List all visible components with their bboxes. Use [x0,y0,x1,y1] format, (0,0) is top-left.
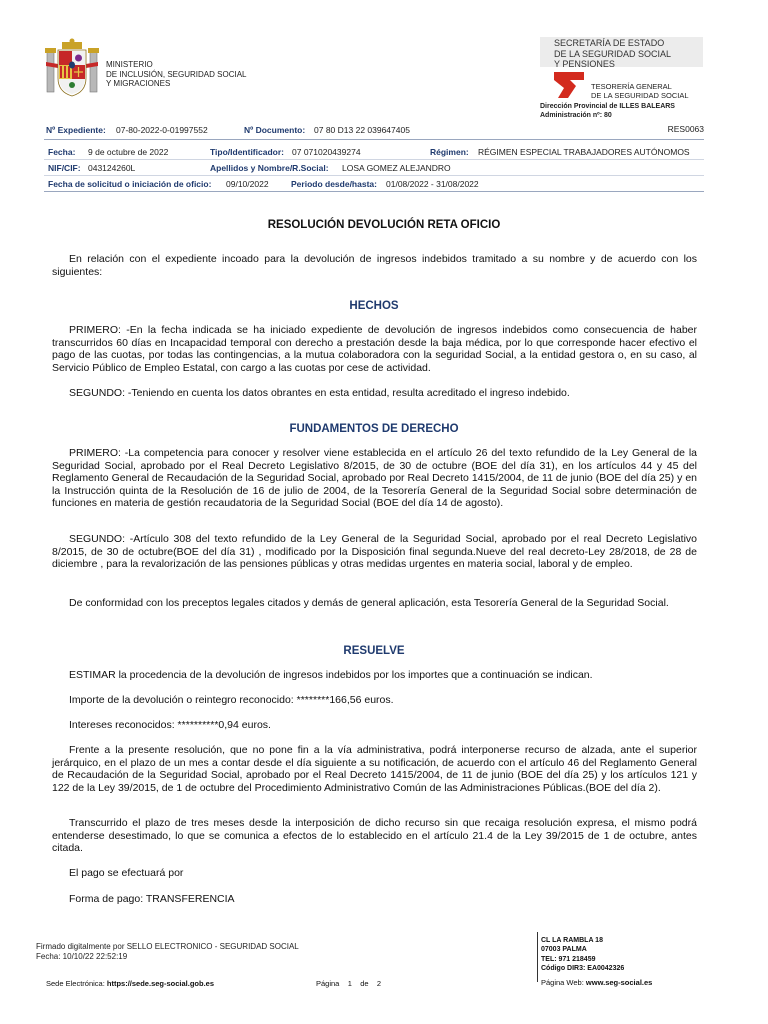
hechos-segundo: SEGUNDO: -Teniendo en cuenta los datos obrantes en esta entidad, resulta acreditado el ingreso indebido. [69,387,570,399]
sede-label: Sede Electrónica: [46,979,105,988]
web-link[interactable]: www.seg-social.es [585,978,653,987]
fundamentos-primero: PRIMERO: -La competencia para conocer y resolver viene establecida en el artículo 26 del texto refundido de la Ley General de la Seguridad Social, aprobado por el Real Decreto Legislativo 8/2015, de 30 de octubre (BOE del día 31), en los artículos 44 y 45 del Reglamento General de Recaudación de la Seguridad Social, aprobado por Real Decreto 1415/2004, de 11 de junio (BOE del día 25) y en la Instrucción quinta de la Resolución de 16 de julio de 2004, de la Tesorería General de la Seguridad Social sobre determinación de funciones en materia de gestión recaudatoria de la Seguridad Social (BOE del día 14 de agosto). [52,447,697,509]
apellidos-label: Apellidos y Nombre/R.Social: [210,163,329,173]
office-address [541,936,624,973]
divider [44,191,704,192]
address-line: TEL: 971 218459 [541,955,596,963]
documento-label: Nº Documento: [244,125,306,135]
direccion-provincial [540,103,675,120]
secretaria-block [540,37,703,67]
digital-signature [36,942,299,961]
document-title: RESOLUCIÓN DEVOLUCIÓN RETA OFICIO [267,219,501,231]
apellidos-value: LOSA GOMEZ ALEJANDRO [342,163,451,173]
importe-line: Importe de la devolución o reintegro reconocido: ********166,56 euros. [69,694,394,706]
forma-pago-line: Forma de pago: TRANSFERENCIA [69,893,235,905]
divider [44,159,704,160]
estimar-line: ESTIMAR la procedencia de la devolución de ingresos indebidos por los importes que a continuación se indican. [69,669,593,681]
address-divider [537,932,538,982]
direccion-text: Dirección Provincial de ILLES BALEARS [540,103,675,110]
page-number [316,979,381,988]
conformidad-paragraph: De conformidad con los preceptos legales citados y demás de general aplicación, esta Tesorería General de la Seguridad Social. [69,597,669,609]
ministry-line: DE INCLUSIÓN, SEGURIDAD SOCIAL [106,69,247,79]
ministry-line: MINISTERIO [106,60,153,69]
expediente-label: Nº Expediente: [46,125,106,135]
fundamentos-heading: FUNDAMENTOS DE DERECHO [289,423,459,435]
address-line: Código DIR3: EA0042326 [541,964,625,972]
solicitud-label: Fecha de solicitud o iniciación de oficio: [48,179,212,189]
hechos-heading: HECHOS [349,300,399,312]
divider [44,175,704,176]
page-label: Página [316,979,340,988]
tipo-value: 07 071020439274 [292,147,361,157]
address-line: 07003 PALMA [541,946,587,954]
regimen-value: RÉGIMEN ESPECIAL TRABAJADORES AUTÓNOMOS [478,147,690,157]
intro-paragraph: En relación con el expediente incoado para la devolución de ingresos indebidos tramitado a su nombre y de acuerdo con los siguientes: [52,253,697,278]
signature-line: Firmado digitalmente por SELLO ELECTRONICO - SEGURIDAD SOCIAL [36,942,299,951]
fundamentos-segundo: SEGUNDO: -Artículo 308 del texto refundido de la Ley General de la Seguridad Social, aprobado por el real Decreto Legislativo 8/2015, de 30 de octubre(BOE del día 31) , modificado por la Disposición final segunda.Nueve del real decreto-Ley 28/2018, de 28 de diciembre , para la revalorización de las pensiones públicas y otras medidas urgentes en materia social, laboral y de empleo. [52,533,697,570]
recurso-paragraph: Frente a la presente resolución, que no pone fin a la vía administrativa, podrá interponerse recurso de alzada, ante el superior jerárquico, en el plazo de un mes a contar desde el día siguiente a su notificación, de acuerdo con el artículo 46 del Reglamento General de Recaudación de la Seguridad Social, aprobado por el Real Decreto 1415/2004, de 11 de junio (BOE del día 25) y los artículos 121 y 122 de la Ley 39/2015, de 1 de octubre del Procedimiento Administrativo Común de las Administraciones Públicas.(BOE del día 2). [52,744,697,794]
page-current: 1 [347,979,352,988]
tgss-logo-icon [552,70,586,100]
ministry-line: Y MIGRACIONES [106,79,171,88]
coat-of-arms-icon [44,38,100,100]
solicitud-value: 09/10/2022 [226,179,269,189]
ministry-name [106,60,246,89]
periodo-value: 01/08/2022 - 31/08/2022 [386,179,479,189]
sede-link[interactable]: https://sede.seg-social.gob.es [106,979,214,988]
secretaria-line: SECRETARÍA DE ESTADO [554,38,665,48]
divider [44,139,704,140]
tgss-name [591,82,689,100]
administracion-text: Administración nº: 80 [540,111,612,119]
intereses-line: Intereses reconocidos: **********0,94 euros. [69,719,271,731]
resuelve-heading: RESUELVE [343,645,405,657]
fecha-label: Fecha: [48,147,76,157]
periodo-label: Periodo desde/hasta: [291,179,377,189]
regimen-label: Régimen: [430,147,469,157]
page-total: 2 [376,979,382,988]
secretaria-line: Y PENSIONES [554,59,615,69]
nif-value: 043124260L [88,163,136,173]
signature-date: Fecha: 10/10/22 22:52:19 [36,951,128,961]
nif-label: NIF/CIF: [48,163,81,173]
transcurrido-paragraph: Transcurrido el plazo de tres meses desde la interposición de dicho recurso sin que recaiga resolución expresa, el mismo podrá entenderse desestimado, lo que se comunica a efectos de lo establecido en el artículo 21.4 de la Ley 39/2015 de 1 de octubre, antes citada. [52,817,697,854]
resolution-code: RES0063 [667,124,704,134]
secretaria-line: DE LA SEGURIDAD SOCIAL [554,48,672,59]
page-of: de [360,979,369,988]
hechos-primero: PRIMERO: -En la fecha indicada se ha iniciado expediente de devolución de ingresos indebidos como consecuencia de haber transcurridos 60 días en Incapacidad temporal con derecho a prestación desde la baja médica, por lo que corresponde hacer efectivo el pago de las cuotas, por todas las contingencias, a la mutua colaboradora con la seguridad Social, a la entidad gestora o, en su caso, al Servicio Público de Empleo Estatal, con cargo a las cuotas por cese de actividad. [52,324,697,374]
tgss-line: DE LA SEGURIDAD SOCIAL [591,91,689,100]
tipo-label: Tipo/Identificador: [210,147,284,157]
web-label: Página Web: [541,978,584,987]
sede-electronica [46,979,214,988]
address-line: CL LA RAMBLA 18 [541,937,603,944]
expediente-value: 07-80-2022-0-01997552 [116,125,208,135]
fecha-value: 9 de octubre de 2022 [88,147,169,157]
documento-value: 07 80 D13 22 039647405 [314,125,410,135]
pago-line: El pago se efectuará por [69,867,184,879]
tgss-line: TESORERÍA GENERAL [591,82,672,91]
web-page [541,978,652,987]
